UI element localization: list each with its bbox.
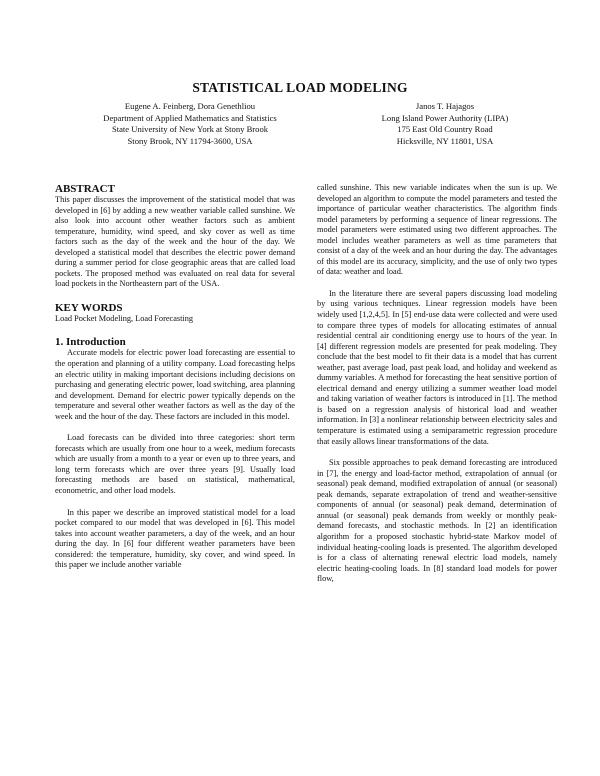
author-names: Janos T. Hajagos [415, 101, 475, 111]
author-department: Department of Applied Mathematics and Statistics [103, 112, 277, 123]
keywords-heading: KEY WORDS [55, 301, 123, 314]
paragraph: Load forecasts can be divided into three categories: short term forecasts which are usually from one hour to a week, medium forecasts which are usually from a month to a year or even up to three years, and long term forecasts which are over three years [9]. Usually load forecasting methods are based on statistical, mathematical, econometric, and other load models. [55, 433, 295, 496]
keywords-text: Load Pocket Modeling, Load Forecasting [55, 313, 194, 323]
right-column [317, 183, 557, 585]
abstract-text: This paper discusses the improvement of the statistical model that was developed in [6] by adding a new weather variable called sunshine. We also look into account other weather factors such as ambient temperature, humidity, wind speed, and sky cover as well as time factors such as the day of the week and the hour of the day. We developed a statistical model that describes the electric power demand during a summer period for close geographic areas that are called load pockets. The proposed method was evaluated on real data for several load pockets in the Northeastern part of the USA. [55, 195, 295, 289]
paragraph: Accurate models for electric power load forecasting are essential to the operation and planning of a utility company. Load forecasting helps an electric utility in making important decisions including decisions on purchasing and generating electric power, load switching, area planning and development. Demand for electric power typically depends on the temperature and several other weather factors as well as the day of the week and the hour of the day. These factors are included in this model. [55, 348, 295, 421]
author-organization: Long Island Power Authority (LIPA) [381, 112, 509, 123]
paragraph: In the literature there are several papers discussing load modeling by using various techniques. Linear regression models have been widely used [1,2,4,5]. In [5] end-use data were collected and were used to compare three types of models for allocating estimates of annual residential central air conditioning energy use to hours of the year. In [4] different regression models are presented for peak modeling. They conclude that the best model to fit their data is a model that has current weather, past average load, past peak load, and holiday and weekend as dummy variables. A method for forecasting the heat sensitive portion of electrical demand and energy utilizing a summer weather load model and taking variation of weather factors is introduced in [1]. The method is based on a regression analysis of historical load and weather information. In [3] a nonlinear relationship between electricity sales and temperature is estimated using a semiparametric regression procedure that easily allows linear transformations of the data. [317, 288, 557, 446]
author-names: Eugene A. Feinberg, Dora Genethliou [124, 101, 256, 111]
paragraph: In this paper we describe an improved statistical model for a load pocket compared to our model that was developed in [6]. This model takes into account weather parameters, a day of the week, and an hour during the day. In [6] four different weather parameters have been considered: the temperature, humidity, sky cover, and wind speed. In this paper we include another variable [55, 507, 295, 570]
left-column [55, 183, 295, 571]
author-block-left [60, 101, 320, 147]
author-address: Hicksville, NY 11801, USA [396, 135, 494, 146]
paragraph: called sunshine. This new variable indicates when the sun is up. We developed an algorithm to compute the model parameters and tested the importance of particular weather characteristics. The algorithm finds model parameters by performing a sequence of linear regressions. The model parameters were estimated using two different approaches. The model includes weather parameters as well as time parameters that consist of a day of the week and an hour during the day. The advantages of this model are its accuracy, simplicity, and the use of only two types of data: weather and load. [317, 183, 557, 277]
author-address: Stony Brook, NY 11794-3600, USA [127, 135, 253, 146]
intro-heading: 1. Introduction [55, 336, 126, 349]
author-institution: State University of New York at Stony Brook [111, 124, 269, 135]
author-block-right [330, 101, 560, 147]
abstract-heading: ABSTRACT [55, 183, 115, 195]
paragraph: Six possible approaches to peak demand forecasting are introduced in [7], the energy and load-factor method, extrapolation of annual (or seasonal) peak demand, modified extrapolation of annual (or seasonal) peak demands, separate extrapolation of trend and weather-sensitive components of annual (or seasonal) peak demand, determination of annual (or seasonal) peak demands from weekly or monthly peak-demand forecasts, and stochastic methods. In [2] an identification algorithm for a proposed stochastic hybrid-state Markov model of individual heating-cooling loads is presented. The algorithm developed is for a class of alternating renewal electric load models, namely electric heating-cooling loads. In [8] standard load models for power flow, [317, 458, 557, 584]
author-street: 175 East Old Country Road [397, 124, 493, 135]
paper-title: STATISTICAL LOAD MODELING [192, 80, 408, 95]
